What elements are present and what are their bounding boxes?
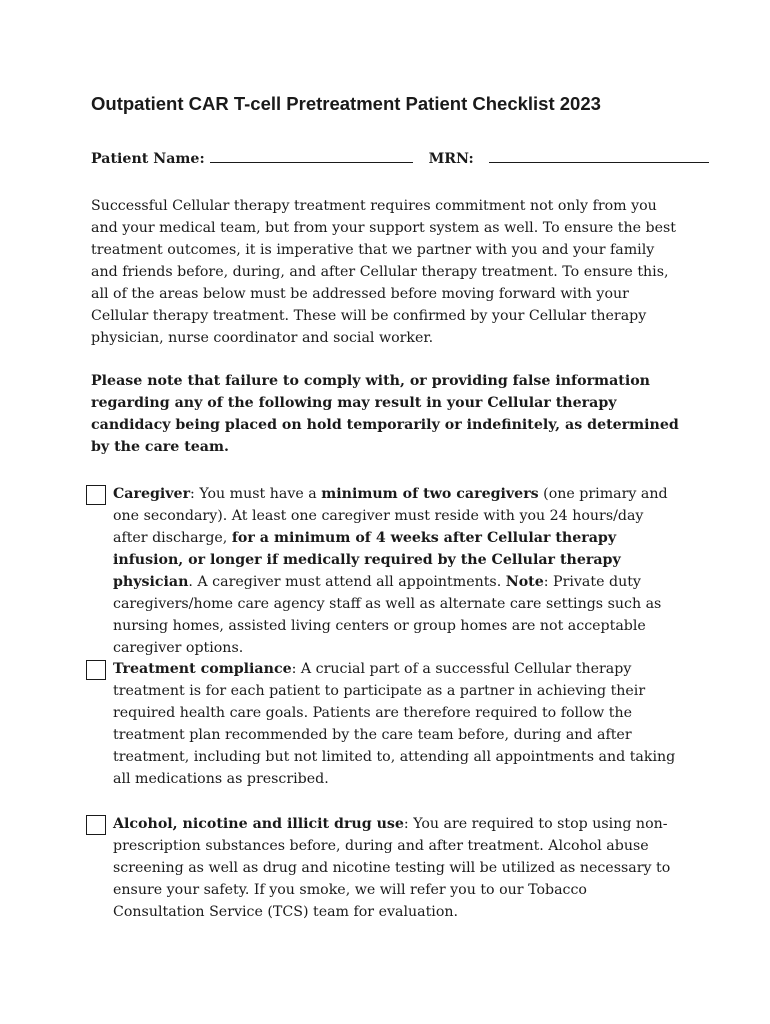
item-emphasis: Note bbox=[505, 574, 544, 590]
checklist-item-text bbox=[113, 813, 681, 923]
mrn-label: MRN: bbox=[428, 151, 474, 167]
notice-paragraph: Please note that failure to comply with, or providing false information regarding any of the following may result in your Cellular therapy candidacy being placed on hold temporarily or indefinitely, as determined by the care team. bbox=[91, 373, 679, 455]
item-text-part: : You must have a bbox=[190, 486, 322, 502]
item-text-part: . A caregiver must attend all appointments. bbox=[188, 574, 506, 590]
item-emphasis: minimum of two caregivers bbox=[321, 486, 539, 502]
document-title: Outpatient CAR T-cell Pretreatment Patient Checklist 2023 bbox=[91, 93, 601, 114]
item-text-part: (one primary and one secondary). At least one caregiver must reside with you 24 hours/day after discharge, bbox=[113, 486, 668, 546]
patient-fields bbox=[91, 147, 691, 170]
checklist-item-text bbox=[113, 658, 681, 790]
item-heading: Caregiver bbox=[113, 486, 191, 502]
checklist-item-text bbox=[113, 483, 681, 659]
item-heading: Treatment compliance bbox=[113, 661, 292, 677]
intro-paragraph: Successful Cellular therapy treatment requires commitment not only from you and your medical team, but from your support system as well. To ensure the best treatment outcomes, it is imperative that we partner with you and your family and friends before, during, and after Cellular therapy treatment. To ensure this, all of the areas below must be addressed before moving forward with your Cellular therapy treatment. These will be confirmed by your Cellular therapy physician, nurse coordinator and social worker. bbox=[91, 198, 676, 346]
patient-name-field[interactable] bbox=[210, 147, 413, 163]
caregiver-checkbox[interactable] bbox=[86, 485, 106, 505]
item-text-part: : A crucial part of a successful Cellular therapy treatment is for each patient to participate as a partner in achieving their required health care goals. Patients are therefore required to follow the treatment plan recommended by the care team before, during and after treatment, including but not limited to, attending all appointments and taking all medications as prescribed. bbox=[113, 661, 676, 787]
treatment-compliance-checkbox[interactable] bbox=[86, 660, 106, 680]
item-heading: Alcohol, nicotine and illicit drug use bbox=[113, 816, 404, 832]
mrn-field[interactable] bbox=[489, 147, 709, 163]
item-text-part: : Private duty caregivers/home care agency staff as well as alternate care settings such as nursing homes, assisted living centers or group homes are not acceptable caregiver options. bbox=[113, 574, 662, 656]
patient-name-label: Patient Name: bbox=[91, 151, 205, 167]
substance-use-checkbox[interactable] bbox=[86, 815, 106, 835]
item-text-part: : You are required to stop using non-prescription substances before, during and after treatment. Alcohol abuse screening as well as drug and nicotine testing will be utilized as necessary to ensure your safety. If you smoke, we will refer you to our Tobacco Consultation Service (TCS) team for evaluation. bbox=[113, 816, 671, 920]
item-emphasis: for a minimum of 4 weeks after Cellular therapy infusion, or longer if medically required by the Cellular therapy physician bbox=[113, 530, 621, 590]
